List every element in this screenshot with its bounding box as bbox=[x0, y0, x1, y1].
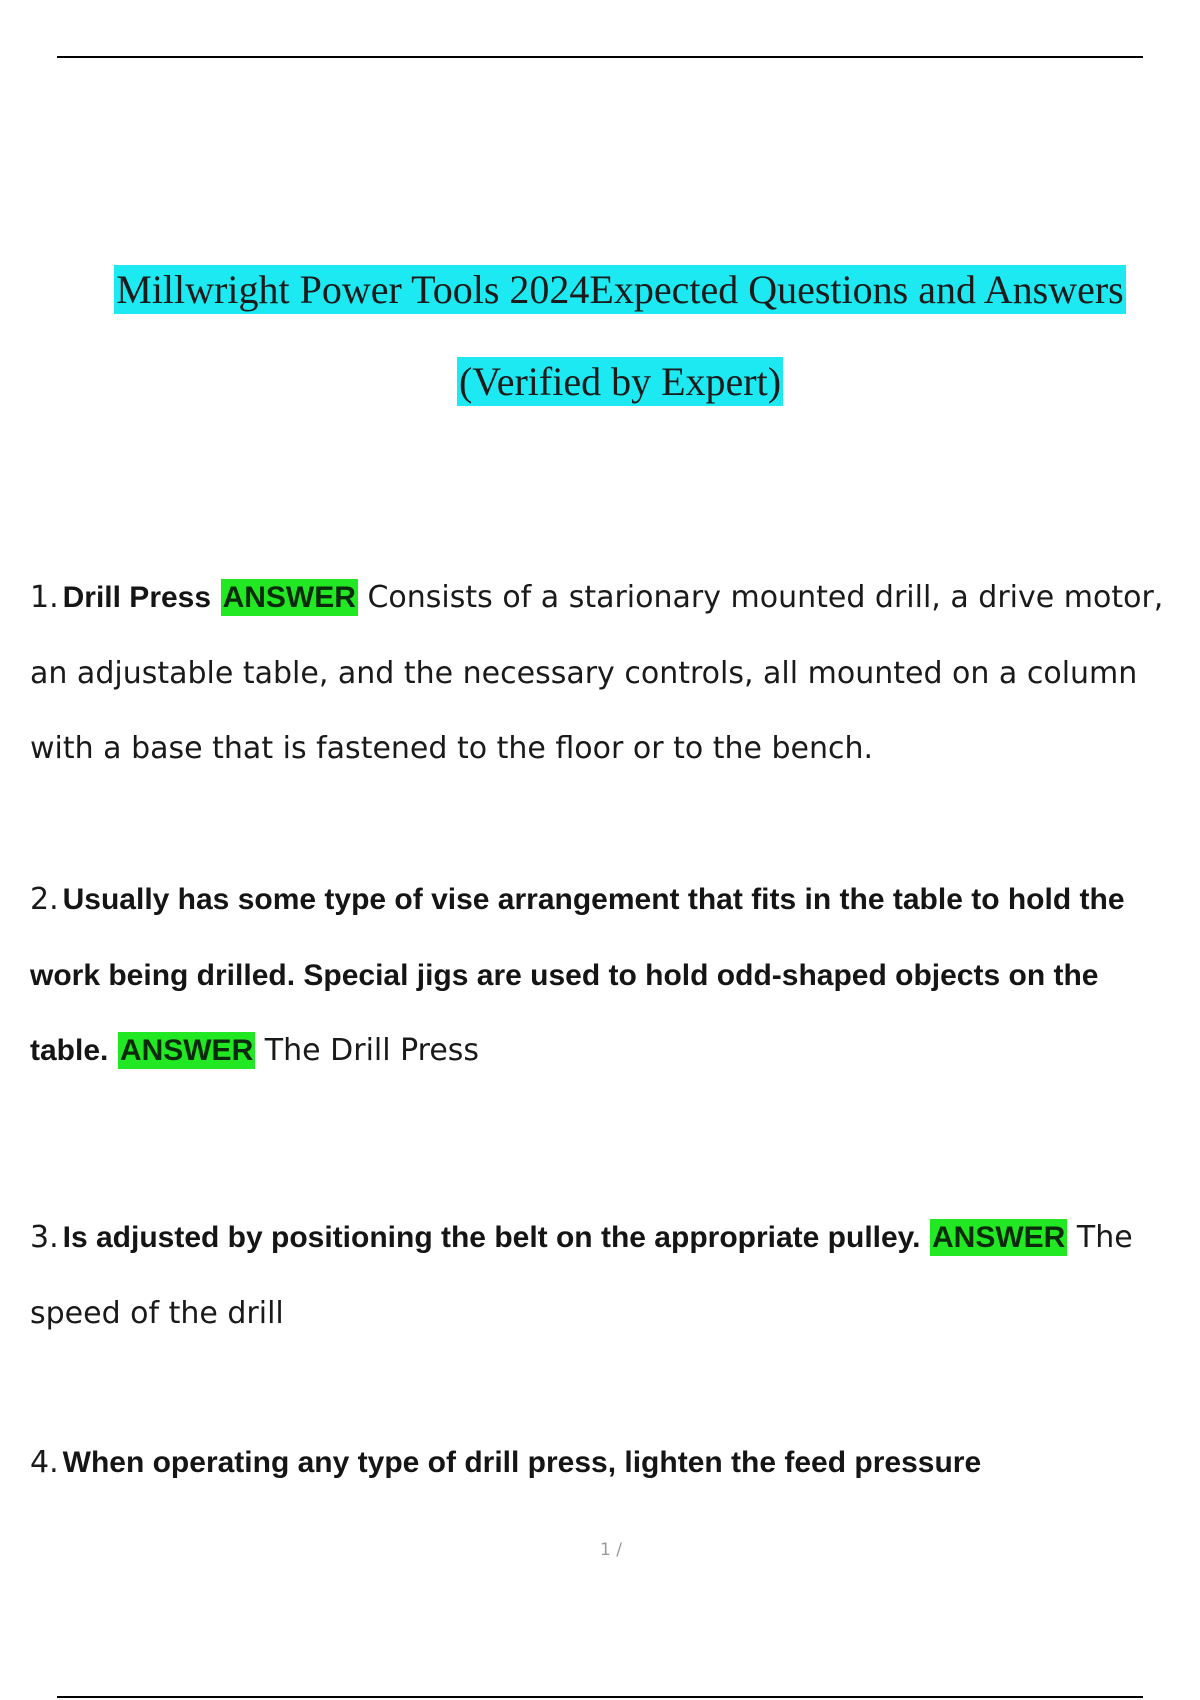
answer-tag: ANSWER bbox=[222, 581, 356, 614]
qa-question: Drill Press bbox=[62, 581, 212, 614]
top-rule bbox=[57, 56, 1143, 58]
qa-item-3 bbox=[30, 1200, 1180, 1351]
qa-number: 1. bbox=[30, 580, 59, 615]
document-title bbox=[0, 244, 1200, 428]
qa-item-4 bbox=[30, 1425, 1180, 1501]
qa-question: Usually has some type of vise arrangement that fits in the table to hold the work being drilled. Special jigs are used to hold odd-shaped objects on the table. bbox=[30, 883, 1125, 1067]
answer-tag: ANSWER bbox=[932, 1221, 1066, 1254]
title-text-1: Millwright Power Tools 2024Expected Questions and Answers bbox=[116, 267, 1124, 312]
qa-number: 3. bbox=[30, 1220, 59, 1255]
qa-number: 4. bbox=[30, 1445, 59, 1480]
qa-question: Is adjusted by positioning the belt on the appropriate pulley. bbox=[62, 1221, 921, 1254]
qa-item-1 bbox=[30, 560, 1180, 787]
title-line-1 bbox=[0, 244, 1200, 336]
answer-tag: ANSWER bbox=[119, 1034, 254, 1067]
qa-question: When operating any type of drill press, lighten the feed pressure bbox=[62, 1446, 982, 1479]
title-text-2: (Verified by Expert) bbox=[458, 359, 782, 404]
page-number: 1 / bbox=[600, 1540, 622, 1560]
qa-item-2 bbox=[30, 862, 1180, 1089]
qa-number: 2. bbox=[30, 882, 59, 917]
qa-answer: The Drill Press bbox=[264, 1033, 480, 1068]
qa-answer: Consists of a starionary mounted drill, a drive motor, an adjustable table, and the necessary controls, all mounted on a column with a base that is fastened to the floor or to the bench. bbox=[30, 580, 1164, 766]
qa-answer: The speed of the drill bbox=[30, 1220, 1133, 1331]
title-line-2 bbox=[0, 336, 1200, 428]
bottom-rule bbox=[57, 1696, 1143, 1698]
